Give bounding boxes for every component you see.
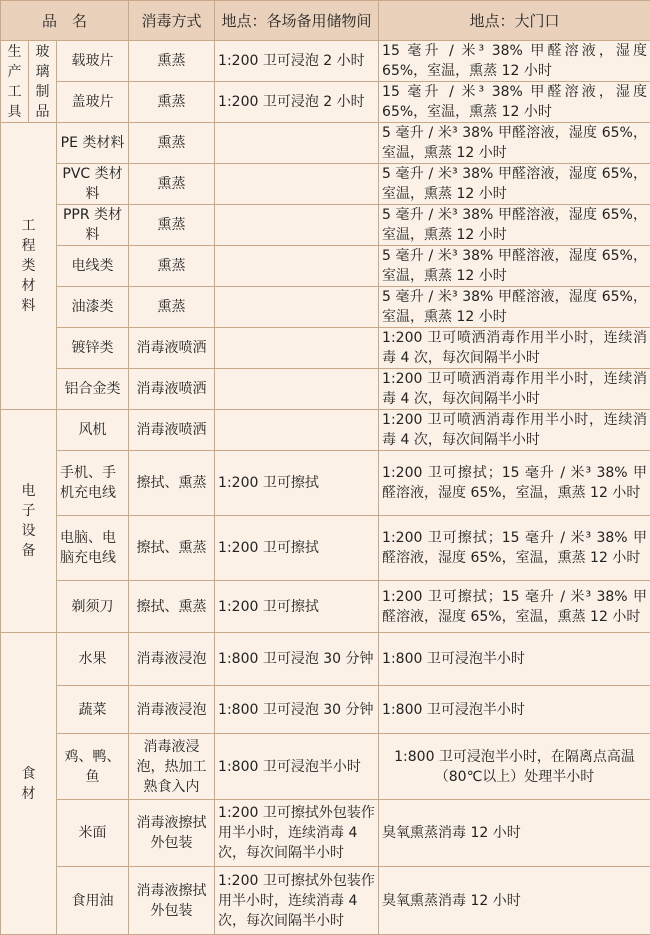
method-cell: 消毒液浸泡 — [129, 686, 215, 734]
gate-cell: 15 毫升 / 米³ 38% 甲醛溶液，湿度 65%，室温，熏蒸 12 小时 — [379, 41, 650, 82]
table-row — [1, 633, 650, 686]
item-cell: 食用油 — [57, 867, 129, 935]
storage-cell: 1:200 卫可擦拭外包装作用半小时，连续消毒 4 次，每次间隔半小时 — [215, 867, 379, 935]
table-row — [1, 328, 650, 369]
storage-cell: 1:800 卫可浸泡 30 分钟 — [215, 686, 379, 734]
group-text: 电子设备 — [22, 481, 36, 561]
item-cell: 鸡、鸭、鱼 — [57, 734, 129, 800]
storage-cell — [215, 287, 379, 328]
gate-cell: 5 毫升 / 米³ 38% 甲醛溶液，湿度 65%，室温，熏蒸 12 小时 — [379, 287, 650, 328]
table-row — [1, 205, 650, 246]
gate-cell: 5 毫升 / 米³ 38% 甲醛溶液，湿度 65%，室温，熏蒸 12 小时 — [379, 246, 650, 287]
table-row — [1, 369, 650, 410]
method-cell: 熏蒸 — [129, 205, 215, 246]
method-cell: 熏蒸 — [129, 123, 215, 164]
storage-cell: 1:800 卫可浸泡半小时 — [215, 734, 379, 800]
storage-cell: 1:200 卫可擦拭 — [215, 451, 379, 516]
method-cell: 熏蒸 — [129, 41, 215, 82]
storage-cell: 1:200 卫可浸泡 2 小时 — [215, 41, 379, 82]
group-text: 食材 — [22, 764, 36, 804]
storage-cell: 1:800 卫可浸泡 30 分钟 — [215, 633, 379, 686]
method-cell: 熏蒸 — [129, 82, 215, 123]
item-cell: 盖玻片 — [57, 82, 129, 123]
table-row — [1, 451, 650, 516]
method-cell: 消毒液擦拭外包装 — [129, 800, 215, 867]
storage-cell — [215, 123, 379, 164]
header-name: 品 名 — [1, 1, 129, 41]
storage-cell — [215, 164, 379, 205]
header-storage: 地点：各场备用储物间 — [215, 1, 379, 41]
item-cell: 镀锌类 — [57, 328, 129, 369]
gate-cell: 15 毫升 / 米³ 38% 甲醛溶液，湿度 65%，室温，熏蒸 12 小时 — [379, 82, 650, 123]
table-row — [1, 516, 650, 581]
table-row — [1, 287, 650, 328]
item-cell: PVC 类材料 — [57, 164, 129, 205]
gate-cell: 1:200 卫可擦拭；15 毫升 / 米³ 38% 甲醛溶液，湿度 65%，室温，熏蒸 12 小时 — [379, 451, 650, 516]
gate-cell: 1:200 卫可擦拭；15 毫升 / 米³ 38% 甲醛溶液，湿度 65%，室温，熏蒸 12 小时 — [379, 516, 650, 581]
storage-cell: 1:200 卫可擦拭 — [215, 516, 379, 581]
table-row — [1, 82, 650, 123]
storage-cell — [215, 205, 379, 246]
table-row — [1, 581, 650, 633]
item-cell: 铝合金类 — [57, 369, 129, 410]
method-cell: 熏蒸 — [129, 164, 215, 205]
storage-cell: 1:200 卫可擦拭外包装作用半小时，连续消毒 4 次，每次间隔半小时 — [215, 800, 379, 867]
item-cell: 蔬菜 — [57, 686, 129, 734]
gate-cell: 5 毫升 / 米³ 38% 甲醛溶液，湿度 65%，室温，熏蒸 12 小时 — [379, 205, 650, 246]
item-cell: 剃须刀 — [57, 581, 129, 633]
table-row — [1, 164, 650, 205]
item-cell: 油漆类 — [57, 287, 129, 328]
storage-cell — [215, 369, 379, 410]
gate-cell: 1:200 卫可喷洒消毒作用半小时，连续消毒 4 次，每次间隔半小时 — [379, 410, 650, 451]
method-cell: 熏蒸 — [129, 246, 215, 287]
table-row — [1, 410, 650, 451]
gate-cell: 1:800 卫可浸泡半小时，在隔离点高温（80℃以上）处理半小时 — [379, 734, 650, 800]
table-row — [1, 123, 650, 164]
group-text: 生产工具 — [8, 42, 22, 122]
method-cell: 消毒液浸泡 — [129, 633, 215, 686]
table-row — [1, 800, 650, 867]
gate-cell: 1:800 卫可浸泡半小时 — [379, 686, 650, 734]
gate-cell: 1:800 卫可浸泡半小时 — [379, 633, 650, 686]
gate-cell: 臭氧熏蒸消毒 12 小时 — [379, 800, 650, 867]
table-row — [1, 41, 650, 82]
method-cell: 消毒液擦拭外包装 — [129, 867, 215, 935]
gate-cell: 1:200 卫可喷洒消毒作用半小时，连续消毒 4 次，每次间隔半小时 — [379, 369, 650, 410]
gate-cell: 5 毫升 / 米³ 38% 甲醛溶液，湿度 65%，室温，熏蒸 12 小时 — [379, 164, 650, 205]
header-gate: 地点：大门口 — [379, 1, 650, 41]
method-cell: 消毒液喷洒 — [129, 369, 215, 410]
table-row — [1, 734, 650, 800]
method-cell: 擦拭、熏蒸 — [129, 516, 215, 581]
gate-cell: 1:200 卫可喷洒消毒作用半小时，连续消毒 4 次，每次间隔半小时 — [379, 328, 650, 369]
group-label-tools — [1, 41, 29, 123]
method-cell: 擦拭、熏蒸 — [129, 581, 215, 633]
item-cell: PPR 类材料 — [57, 205, 129, 246]
group-label-electronics — [1, 410, 57, 633]
storage-cell: 1:200 卫可擦拭 — [215, 581, 379, 633]
method-cell: 消毒液浸泡，热加工熟食入内 — [129, 734, 215, 800]
storage-cell — [215, 410, 379, 451]
group-text: 工程类材料 — [22, 216, 36, 316]
table-row — [1, 867, 650, 935]
subgroup-text: 玻璃制品 — [36, 42, 50, 122]
method-cell: 熏蒸 — [129, 287, 215, 328]
group-label-food — [1, 633, 57, 935]
storage-cell — [215, 246, 379, 287]
item-cell: 手机、手机充电线 — [57, 451, 129, 516]
item-cell: PE 类材料 — [57, 123, 129, 164]
item-cell: 水果 — [57, 633, 129, 686]
table-row — [1, 246, 650, 287]
method-cell: 擦拭、熏蒸 — [129, 451, 215, 516]
subgroup-label-glass — [29, 41, 57, 123]
item-cell: 载玻片 — [57, 41, 129, 82]
gate-cell: 5 毫升 / 米³ 38% 甲醛溶液，湿度 65%，室温，熏蒸 12 小时 — [379, 123, 650, 164]
table-header-row — [1, 1, 650, 41]
table-row — [1, 686, 650, 734]
method-cell: 消毒液喷洒 — [129, 410, 215, 451]
gate-cell: 臭氧熏蒸消毒 12 小时 — [379, 867, 650, 935]
storage-cell — [215, 328, 379, 369]
gate-cell: 1:200 卫可擦拭；15 毫升 / 米³ 38% 甲醛溶液，湿度 65%，室温，熏蒸 12 小时 — [379, 581, 650, 633]
item-cell: 风机 — [57, 410, 129, 451]
group-label-materials — [1, 123, 57, 410]
item-cell: 米面 — [57, 800, 129, 867]
storage-cell: 1:200 卫可浸泡 2 小时 — [215, 82, 379, 123]
header-method: 消毒方式 — [129, 1, 215, 41]
method-cell: 消毒液喷洒 — [129, 328, 215, 369]
item-cell: 电线类 — [57, 246, 129, 287]
item-cell: 电脑、电脑充电线 — [57, 516, 129, 581]
